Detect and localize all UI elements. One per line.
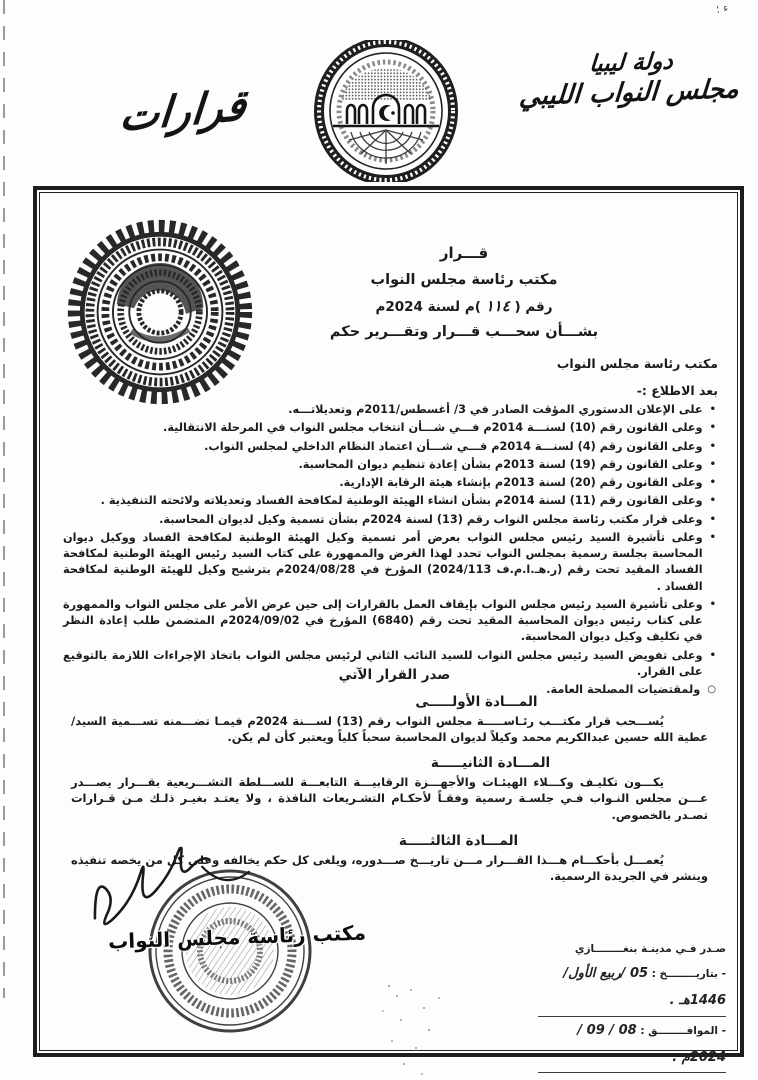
article-2-heading: المـــادة الثانيـــــة bbox=[430, 755, 551, 771]
preamble-item-text: وعلى القانون رقم (19) لسنة 2013م بشأن إعادة تنظيم ديوان المحاسبة. bbox=[298, 457, 703, 471]
preamble-list bbox=[63, 402, 716, 701]
number-prefix: رقم ( bbox=[509, 299, 553, 315]
after-review-label: بعد الاطلاع :- bbox=[636, 383, 718, 398]
article-3-text: يُعمـــل بأحكـــام هـــذا القـــرار مـــن تاريـــخ صـــدوره، ويلغى كل حكم يخالفه وعلى كل من يخصه تنفيذه وينشر في الجريدة الرسمية. bbox=[71, 853, 708, 884]
preamble-item-text: وعلى القانون رقم (11) لسنة 2014م بشأن انشاء الهيئة الوطنية لمكافحة الفساد وتعديلاته ولائحته التنفيذية . bbox=[100, 494, 703, 508]
bullet-icon: • bbox=[709, 513, 716, 525]
hijri-date-line bbox=[538, 960, 726, 1017]
decision-word: قـــرار bbox=[439, 244, 489, 262]
bullet-icon: • bbox=[709, 495, 716, 507]
preamble-item-text: وعلى القانون رقم (20) لسنة 2013م بإنشاء هيئة الرقابة الإدارية. bbox=[339, 476, 703, 490]
gregorian-date-value: 08 / 09 / 2024م . bbox=[577, 1022, 726, 1065]
corner-scribble: ء ؛ bbox=[714, 1, 730, 16]
preamble-item-text: وعلى تأشيرة السيد رئيس مجلس النواب بعرض أمر تسمية وكيل الهيئة الوطنية لمكافحة الفساد ووكيل ديوان المحاسبة بجلسة رسمية بمجلس النواب تحدد لهذا الغرض والممهورة على كتاب السيد رئيس الهيئة الوطنية لمكافحة الفساد المقيد تحت رقم (ر.هـ.ا.م.ف 2024/113) المؤرخ في 2024/08/28م بترشيح وكيل للهيئة الوطنية لمكافحة الفساد . bbox=[63, 530, 703, 593]
preamble-item bbox=[63, 493, 716, 509]
preamble-item bbox=[63, 530, 716, 595]
preamble-item bbox=[63, 439, 716, 455]
article-1-heading: المـــادة الأولـــــى bbox=[415, 694, 538, 710]
preamble-item-text: وعلى تأشيرة السيد رئيس مجلس النواب بإيقاف العمل بالقرارات إلى حين عرض الأمر على مجلس النواب والممهورة على كتاب رئيس ديوان المحاسبة المقيد تحت رقم (6840) المؤرخ في 2024/09/02م المتضمن طلب إعادة النظر في تكليف وكيل ديوان المحاسبة. bbox=[63, 597, 703, 644]
gregorian-date-label: - الموافــــــــق : bbox=[640, 1024, 726, 1037]
gregorian-date-line bbox=[538, 1017, 726, 1074]
preamble-item bbox=[63, 597, 716, 646]
issued-decision-heading: صدر القرار الآتي bbox=[338, 667, 451, 683]
bullet-icon: • bbox=[709, 598, 716, 610]
preamble-item bbox=[63, 457, 716, 473]
preamble-item bbox=[63, 512, 716, 528]
hollow-bullet-icon: ○ bbox=[707, 684, 716, 696]
preamble-item bbox=[63, 475, 716, 491]
hijri-date-value: 05 /ربيع الأول/ 1446هـ . bbox=[563, 966, 726, 1009]
state-name: دولة ليبيا bbox=[588, 48, 674, 78]
state-calligraphy bbox=[518, 46, 742, 112]
title-block bbox=[277, 244, 651, 340]
preamble-item-text: وعلى قرار مكتب رئاسة مجلس النواب رقم (13) لسنة 2024م بشأن تسمية وكيل لديوان المحاسبة. bbox=[159, 512, 703, 526]
preamble-item-text: وعلى تفويض السيد رئيس مجلس النواب للسيد النائب الثاني لرئيس مجلس النواب باتخاذ الإجراءات اللازمة بالتوقيع على القرار. bbox=[63, 648, 703, 678]
handwritten-decision-number: ١١٤ bbox=[485, 297, 510, 315]
bullet-icon: • bbox=[709, 422, 716, 434]
stamp-office-text: مكتب رئاسة مجلس النواب bbox=[107, 920, 367, 954]
preamble-item-text: على الإعلان الدستوري المؤقت الصادر في 3/ أغسطس/2011م وتعديلاتـــه. bbox=[288, 403, 703, 416]
decision-subject: بشـــأن سحـــب قـــرار وتقـــرير حكم bbox=[329, 324, 599, 340]
bullet-icon: • bbox=[709, 404, 716, 415]
presidency-ornate-seal-icon bbox=[64, 216, 256, 408]
parliament-emblem-icon bbox=[313, 40, 459, 182]
preamble-final-text: ولمقتضيات المصلحة العامة. bbox=[546, 683, 701, 697]
bullet-icon: • bbox=[709, 531, 716, 543]
decision-number-line bbox=[277, 297, 651, 315]
issuer-office-line: مكتب رئاسة مجلس النواب bbox=[556, 356, 718, 371]
bullet-icon: • bbox=[709, 477, 716, 489]
preamble-item bbox=[63, 402, 716, 418]
preamble-item-text: وعلى القانون رقم (4) لسنـــة 2014م فـــي شـــأن اعتماد النظام الداخلي لمجلس النواب. bbox=[204, 439, 703, 453]
issuing-office-title: مكتب رئاسة مجلس النواب bbox=[370, 272, 558, 288]
article-2-text: يكـــون تكليـف وكـــلاء الهيئـات والأجهـــزة الرقابيـــة التابعـــة للســـلطة التشـــريعية بقـــرار يصـــدر عـــن مجلس النـواب فـي جلسـة رسمية وفقـاً لأحكـام التشـريعات النافذة ، ولا يعتـد بغيـر ذلـك مـن قـرارات تصـدر بالخصوص. bbox=[71, 775, 708, 822]
issued-city-line: صـدر فـي مدينـة بنغــــــــازي bbox=[574, 943, 726, 955]
parliament-name: مجلس النواب الليبي bbox=[518, 74, 740, 112]
preamble-item bbox=[63, 420, 716, 436]
bullet-icon: • bbox=[709, 440, 716, 452]
preamble-item-text: وعلى القانون رقم (10) لسنـــة 2014م فـــي شـــأن انتخاب مجلس النواب في المرحلة الانتقالية. bbox=[163, 421, 703, 435]
scan-artifact-line bbox=[3, 0, 5, 998]
number-suffix: )م لسنة 2024م bbox=[375, 299, 486, 315]
article-1-text: يُســـحب قرار مكتـــب رئـاســـــة مجلس النواب رقم (13) لســـنة 2024م فيمـا تضـــمنه تســـمية السيد/ عطية الله حسين عبدالكريم محمد وكيلاً لديوان المحاسبة سحباً كلياً ويعتبر كأن لم يكن. bbox=[71, 714, 708, 745]
issue-details-block bbox=[538, 938, 726, 1073]
hijri-date-label: - بتاريــــــــخ : bbox=[651, 968, 726, 981]
bullet-icon: • bbox=[709, 649, 716, 661]
article-3-heading: المـــادة الثالثـــــة bbox=[398, 833, 519, 849]
bullet-icon: • bbox=[709, 458, 716, 470]
document-frame bbox=[33, 186, 744, 1065]
decisions-calligraphy: قرارات bbox=[117, 80, 249, 141]
